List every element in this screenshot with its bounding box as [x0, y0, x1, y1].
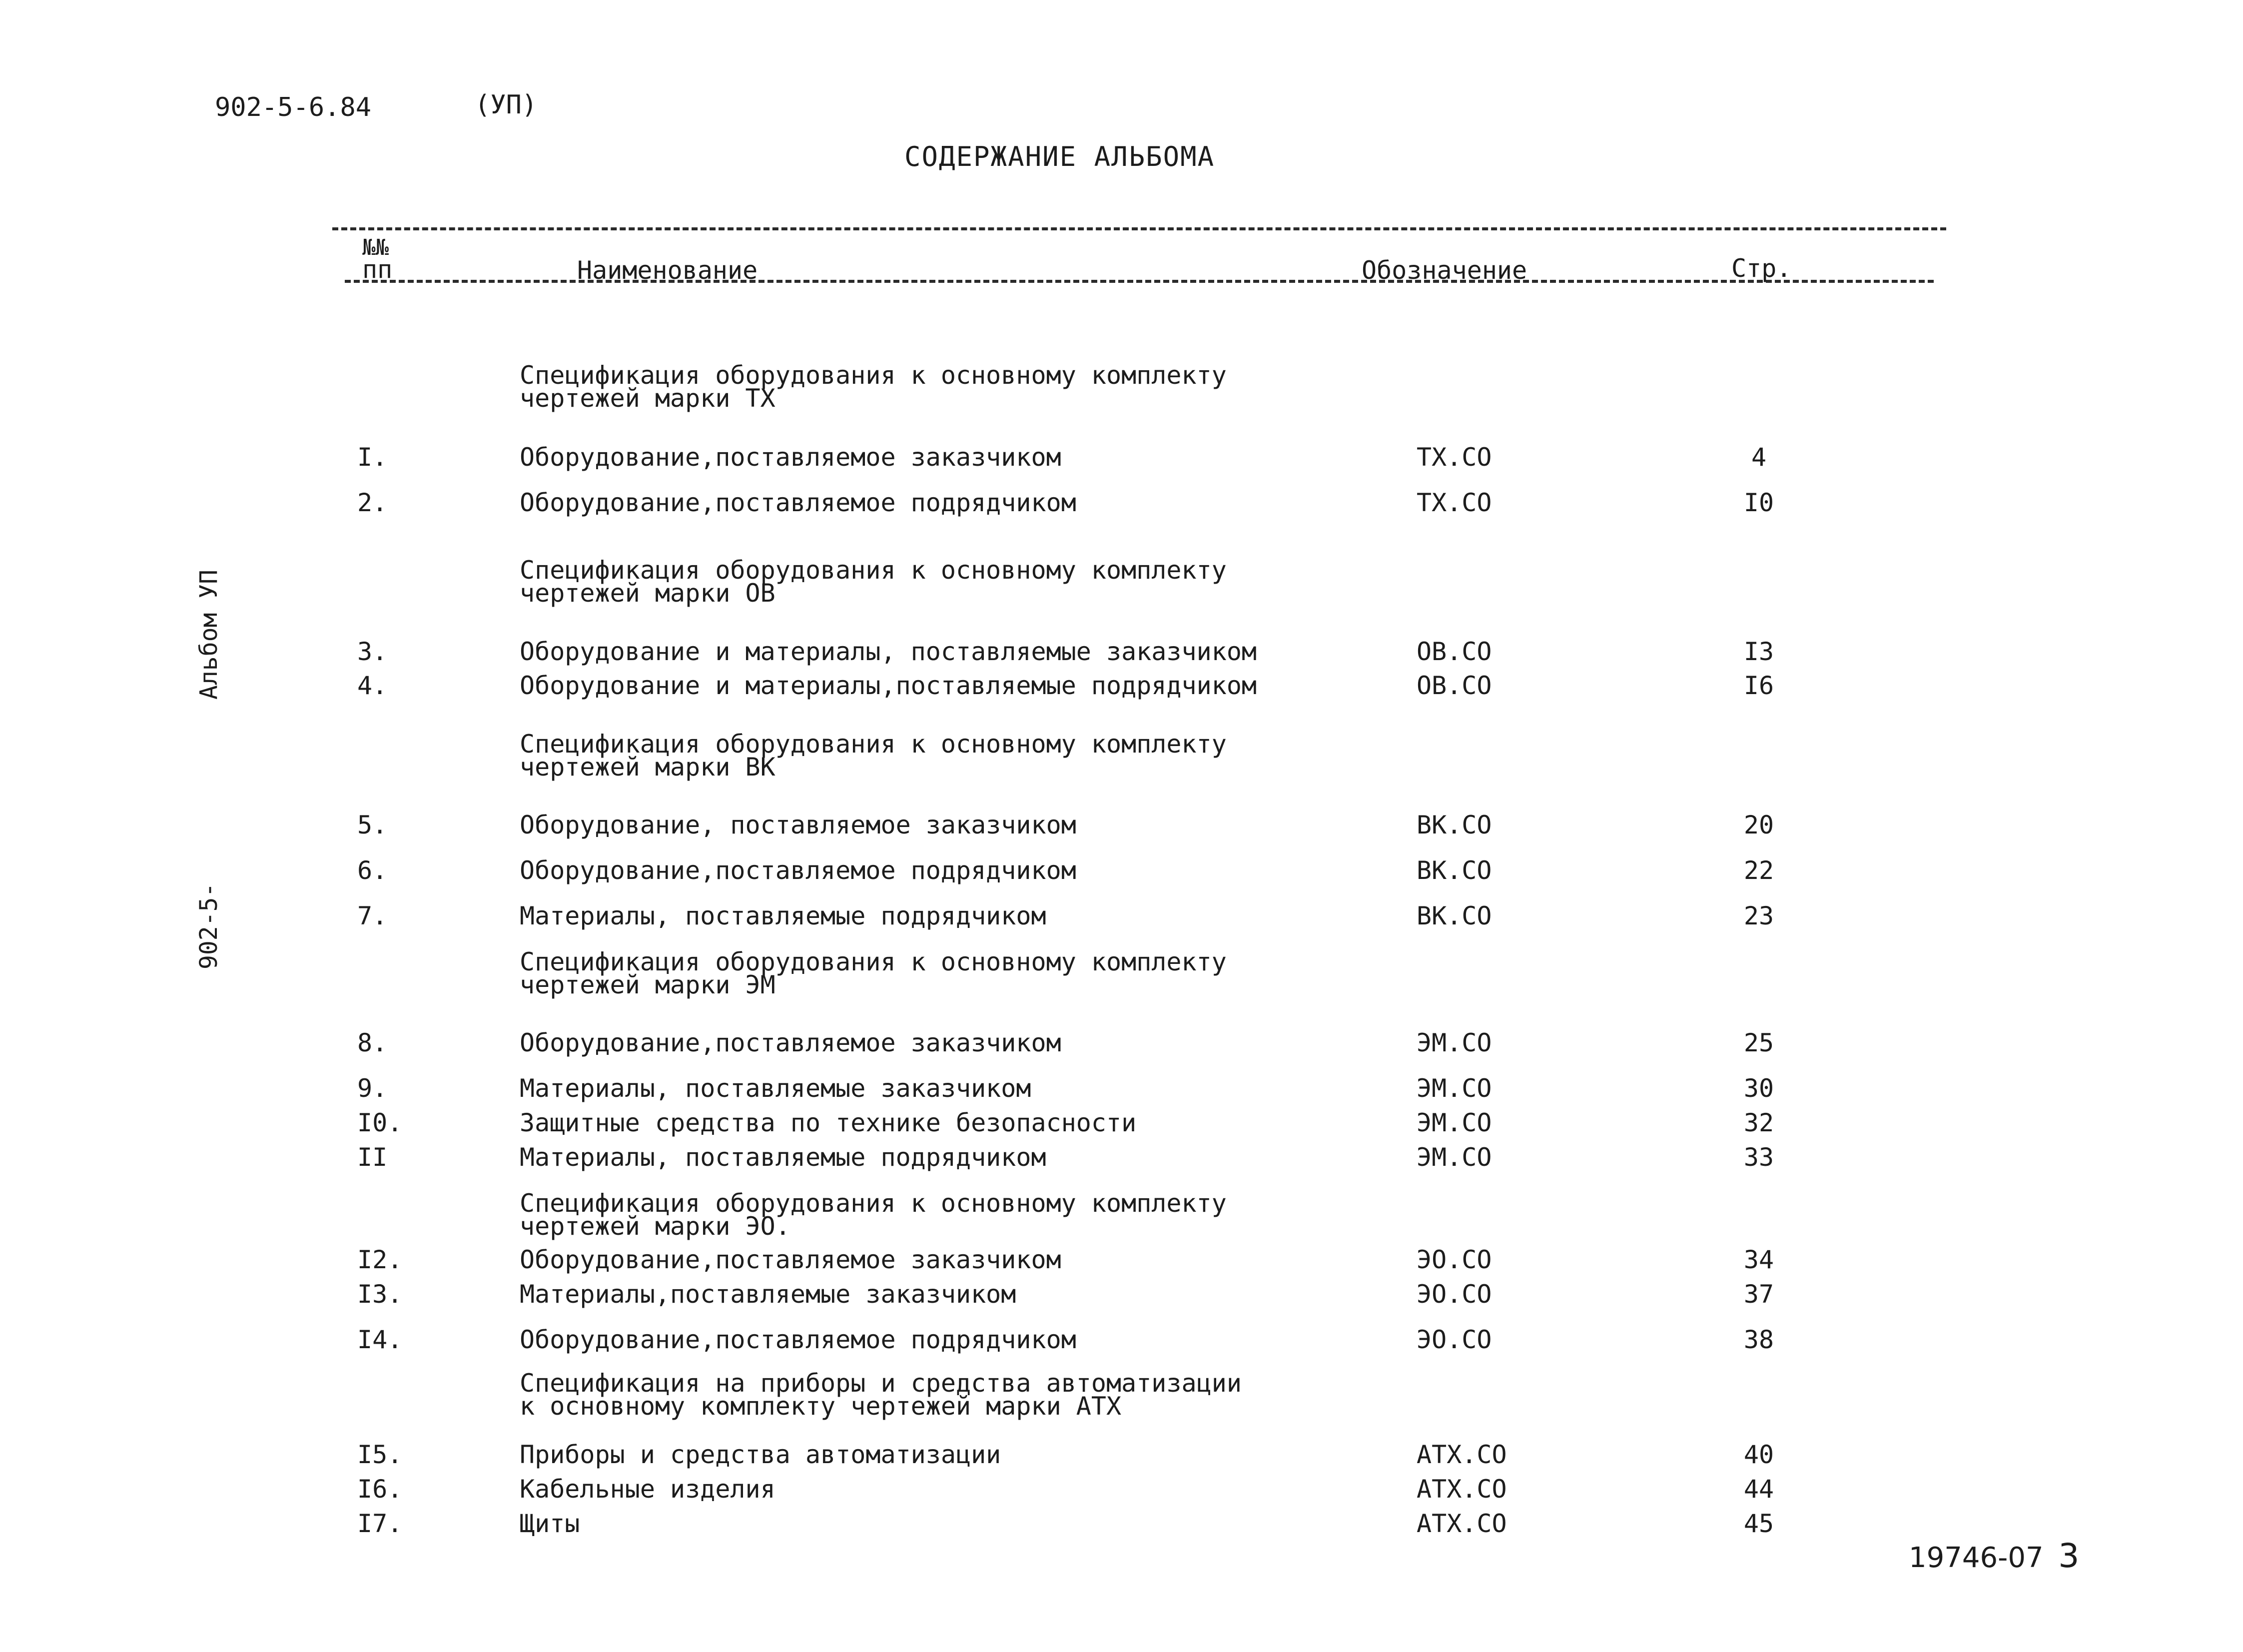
table-row: I4. Оборудование,поставляемое подрядчиком ЭО.СО 38	[357, 1325, 1774, 1354]
side-label-album: Альбом УП	[195, 569, 223, 700]
section-heading-atx: Спецификация на приборы и средства автоматизации к основному комплекту чертежей марки АТХ	[520, 1369, 1242, 1421]
archive-stamp	[1909, 1537, 2079, 1575]
table-row: I3. Материалы,поставляемые заказчиком ЭО.СО 37	[357, 1280, 1774, 1309]
table-row: 3. Оборудование и материалы, поставляемые заказчиком ОВ.СО I3	[357, 637, 1774, 666]
album-code: (УП)	[475, 90, 538, 120]
table-row: 7. Материалы, поставляемые подрядчиком ВК.СО 23	[357, 901, 1774, 930]
table-row: I6. Кабельные изделия АТХ.СО 44	[357, 1475, 1774, 1504]
section-heading-eo: Спецификация оборудования к основному комплекту чертежей марки ЭО.	[520, 1189, 1227, 1241]
table-row: 2. Оборудование,поставляемое подрядчиком ТХ.СО I0	[357, 488, 1774, 517]
side-label-project: 902-5-	[195, 882, 223, 969]
section-heading-vk: Спецификация оборудования к основному комплекту чертежей марки ВК	[520, 730, 1227, 782]
table-row: 4. Оборудование и материалы,поставляемые подрядчиком ОВ.СО I6	[357, 671, 1774, 700]
column-name-header: Наименование	[577, 256, 758, 285]
table-row: I0. Защитные средства по технике безопасности ЭМ.СО 32	[357, 1108, 1774, 1137]
column-num-line2: пп	[362, 255, 393, 284]
column-page-header: Стр.	[1731, 254, 1792, 283]
page-title: СОДЕРЖАНИЕ АЛЬБОМА	[904, 141, 1215, 172]
header-top-rule	[332, 227, 1946, 230]
column-code-header: Обозначение	[1362, 256, 1527, 285]
section-heading-tx: Спецификация оборудования к основному комплекту чертежей марки ТХ	[520, 361, 1227, 413]
table-row: I7. Щиты АТХ.СО 45	[357, 1509, 1774, 1538]
table-row: I2. Оборудование,поставляемое заказчиком ЭО.СО 34	[357, 1245, 1774, 1274]
column-num-line1: №№	[362, 235, 389, 260]
sheet-number: 3	[2058, 1537, 2080, 1575]
table-row: II Материалы, поставляемые подрядчиком ЭМ.СО 33	[357, 1143, 1774, 1172]
section-heading-em: Спецификация оборудования к основному комплекту чертежей марки ЭМ	[520, 947, 1227, 999]
section-heading-ov: Спецификация оборудования к основному комплекту чертежей марки ОВ	[520, 556, 1227, 608]
table-row: 6. Оборудование,поставляемое подрядчиком ВК.СО 22	[357, 856, 1774, 885]
table-row: 9. Материалы, поставляемые заказчиком ЭМ.СО 30	[357, 1074, 1774, 1103]
table-row: 8. Оборудование,поставляемое заказчиком ЭМ.СО 25	[357, 1028, 1774, 1057]
table-row: I. Оборудование,поставляемое заказчиком ТХ.СО 4	[357, 443, 1767, 472]
archive-number: 19746-07	[1909, 1542, 2044, 1574]
table-row: I5. Приборы и средства автоматизации АТХ.СО 40	[357, 1440, 1774, 1469]
document-code: 902-5-6.84	[215, 92, 372, 122]
table-row: 5. Оборудование, поставляемое заказчиком ВК.СО 20	[357, 811, 1774, 839]
